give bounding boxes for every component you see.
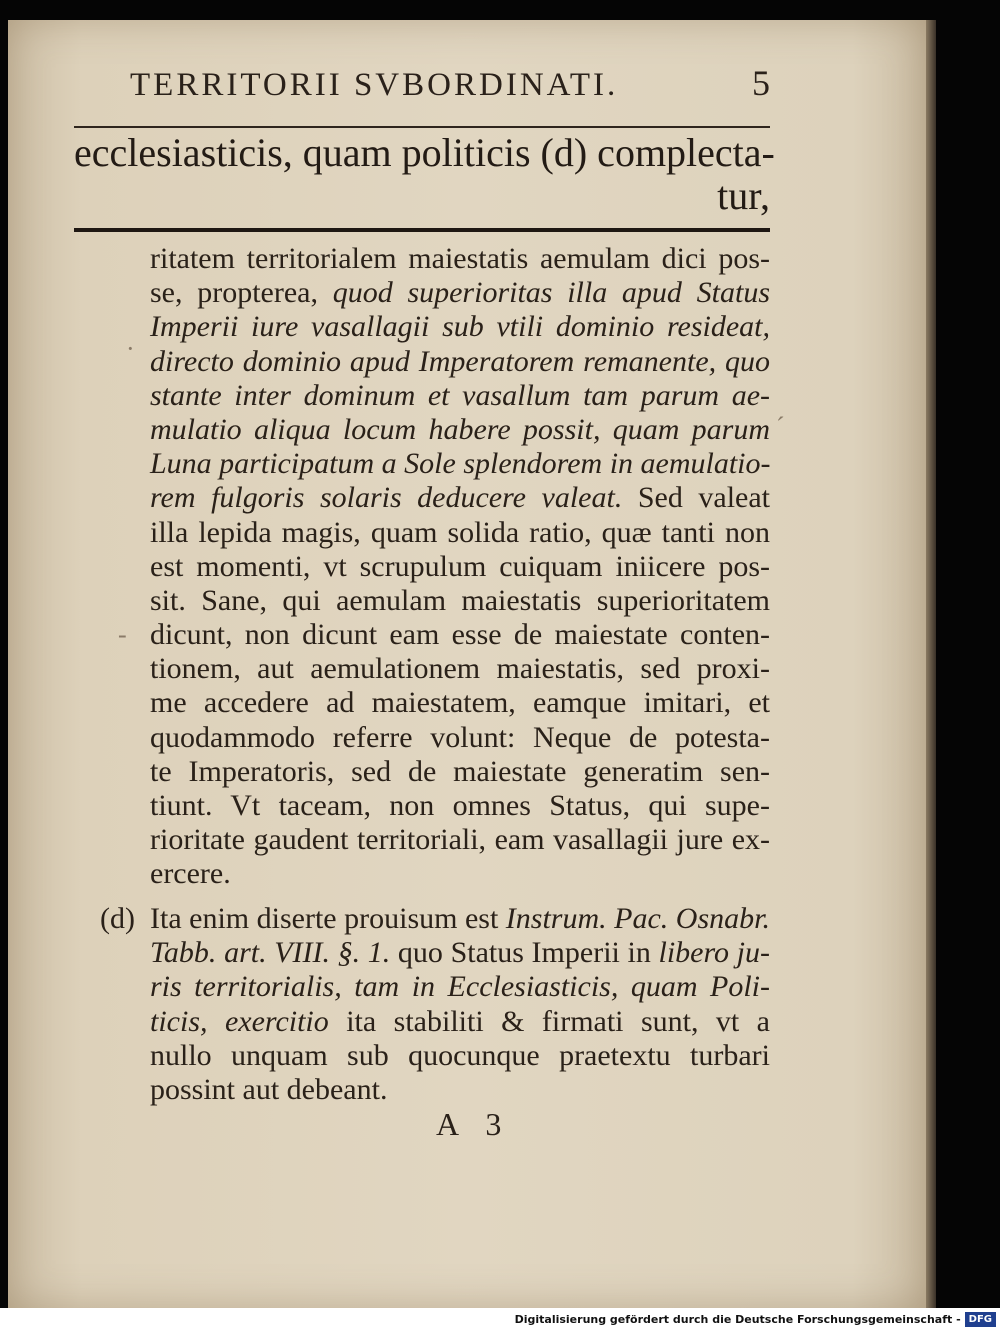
text-line <box>150 857 770 891</box>
dfg-logo: DFG <box>965 1312 996 1327</box>
carryover-text-line: ecclesiasticis, quam politicis (d) complecta- <box>74 130 775 175</box>
text-line <box>150 242 770 276</box>
text-line <box>150 1005 770 1039</box>
text-line <box>150 447 770 481</box>
running-head-title: TERRITORII SVBORDINATI. <box>130 67 619 103</box>
text-run: se, propterea, <box>150 276 333 310</box>
text-line <box>150 310 770 344</box>
footer-credit: Digitalisierung gefördert durch die Deutsche Forschungsgemeinschaft - <box>514 1312 961 1326</box>
italic-run: stante inter dominum et vasallum tam parum ae- <box>150 378 770 412</box>
italic-run: directo dominio apud Imperatorem remanente, quo <box>150 344 770 378</box>
text-line <box>150 686 770 720</box>
footnote-d-label: (d) <box>100 902 135 935</box>
margin-speck: · <box>126 334 135 363</box>
text-line <box>150 1073 770 1107</box>
text-line <box>150 652 770 686</box>
text-line <box>150 618 770 652</box>
italic-run: Instrum. Pac. Osnabr. <box>505 902 770 935</box>
text-run: tionem, aut aemulationem maiestatis, sed proxi- <box>150 652 770 686</box>
text-run: illa lepida magis, quam solida ratio, quæ tanti non <box>150 515 770 549</box>
italic-run: quod superioritas illa apud Status <box>332 276 770 310</box>
text-line <box>150 584 770 618</box>
margin-speck: ˊ <box>776 412 785 441</box>
text-run: ita stabiliti & firmati sunt, vt a <box>328 1004 771 1038</box>
text-line <box>150 789 770 823</box>
footnote-c-continuation <box>150 242 770 892</box>
text-run: sit. Sane, qui aemulam maiestatis superioritatem <box>150 583 770 617</box>
text-run: ritatem territorialem maiestatis aemulam dici pos- <box>150 242 770 275</box>
text-run: quodammodo referre volunt: Neque de potesta- <box>150 720 770 754</box>
footnote-d-text <box>150 902 770 1107</box>
italic-run: rem fulgoris solaris deducere valeat. <box>150 481 623 515</box>
text-run: quo Status Imperii in <box>390 936 659 970</box>
page-edge <box>926 20 936 1308</box>
italic-run: mulatio aliqua locum habere possit, quam parum <box>150 412 770 446</box>
page-number: 5 <box>752 63 770 103</box>
text-line <box>150 276 770 310</box>
text-run: dicunt, non dicunt eam esse de maiestate conten- <box>150 618 770 652</box>
text-run: nullo unquam sub quocunque praetextu turbari <box>150 1038 770 1072</box>
text-line <box>150 345 770 379</box>
italic-run: Tabb. art. VIII. §. 1. <box>150 936 391 970</box>
footnote-separator-rule <box>74 228 770 232</box>
text-line <box>150 721 770 755</box>
italic-run: ris territorialis, tam in Ecclesiasticis, quam Poli- <box>150 970 770 1004</box>
text-line <box>150 1039 770 1073</box>
signature-mark: A 3 <box>436 1106 512 1142</box>
text-line <box>150 823 770 857</box>
text-line <box>150 379 770 413</box>
text-line <box>150 550 770 584</box>
text-line <box>150 970 770 1004</box>
text-line <box>150 902 770 936</box>
text-run: te Imperatoris, sed de maiestate generatim sen- <box>150 754 770 788</box>
header-rule <box>74 126 770 128</box>
text-run: Sed valeat <box>622 481 770 515</box>
italic-run: libero ju- <box>658 936 770 970</box>
text-line <box>150 413 770 447</box>
text-run: Ita enim diserte prouisum est <box>150 902 506 935</box>
text-run: ercere. <box>150 857 231 891</box>
margin-speck: - <box>118 620 127 649</box>
text-line <box>150 516 770 550</box>
running-head <box>130 62 770 104</box>
carryover-text-end: tur, <box>717 173 770 218</box>
text-line <box>150 936 770 970</box>
text-line <box>150 755 770 789</box>
digitization-footer <box>0 1308 1000 1330</box>
text-run: me accedere ad maiestatem, eamque imitari, et <box>150 686 770 720</box>
text-run: possint aut debeant. <box>150 1072 388 1106</box>
text-run: est momenti, vt scrupulum cuiquam iniicere pos- <box>150 549 770 583</box>
italic-run: Imperii iure vasallagii sub vtili dominio resideat, <box>150 310 770 344</box>
text-run: rioritate gaudent territoriali, eam vasallagii jure ex- <box>150 823 770 857</box>
text-line <box>150 481 770 515</box>
italic-run: ticis, exercitio <box>150 1004 329 1038</box>
text-run: tiunt. Vt taceam, non omnes Status, qui supe- <box>150 789 770 822</box>
italic-run: Luna participatum a Sole splendorem in aemulatio- <box>150 447 771 481</box>
